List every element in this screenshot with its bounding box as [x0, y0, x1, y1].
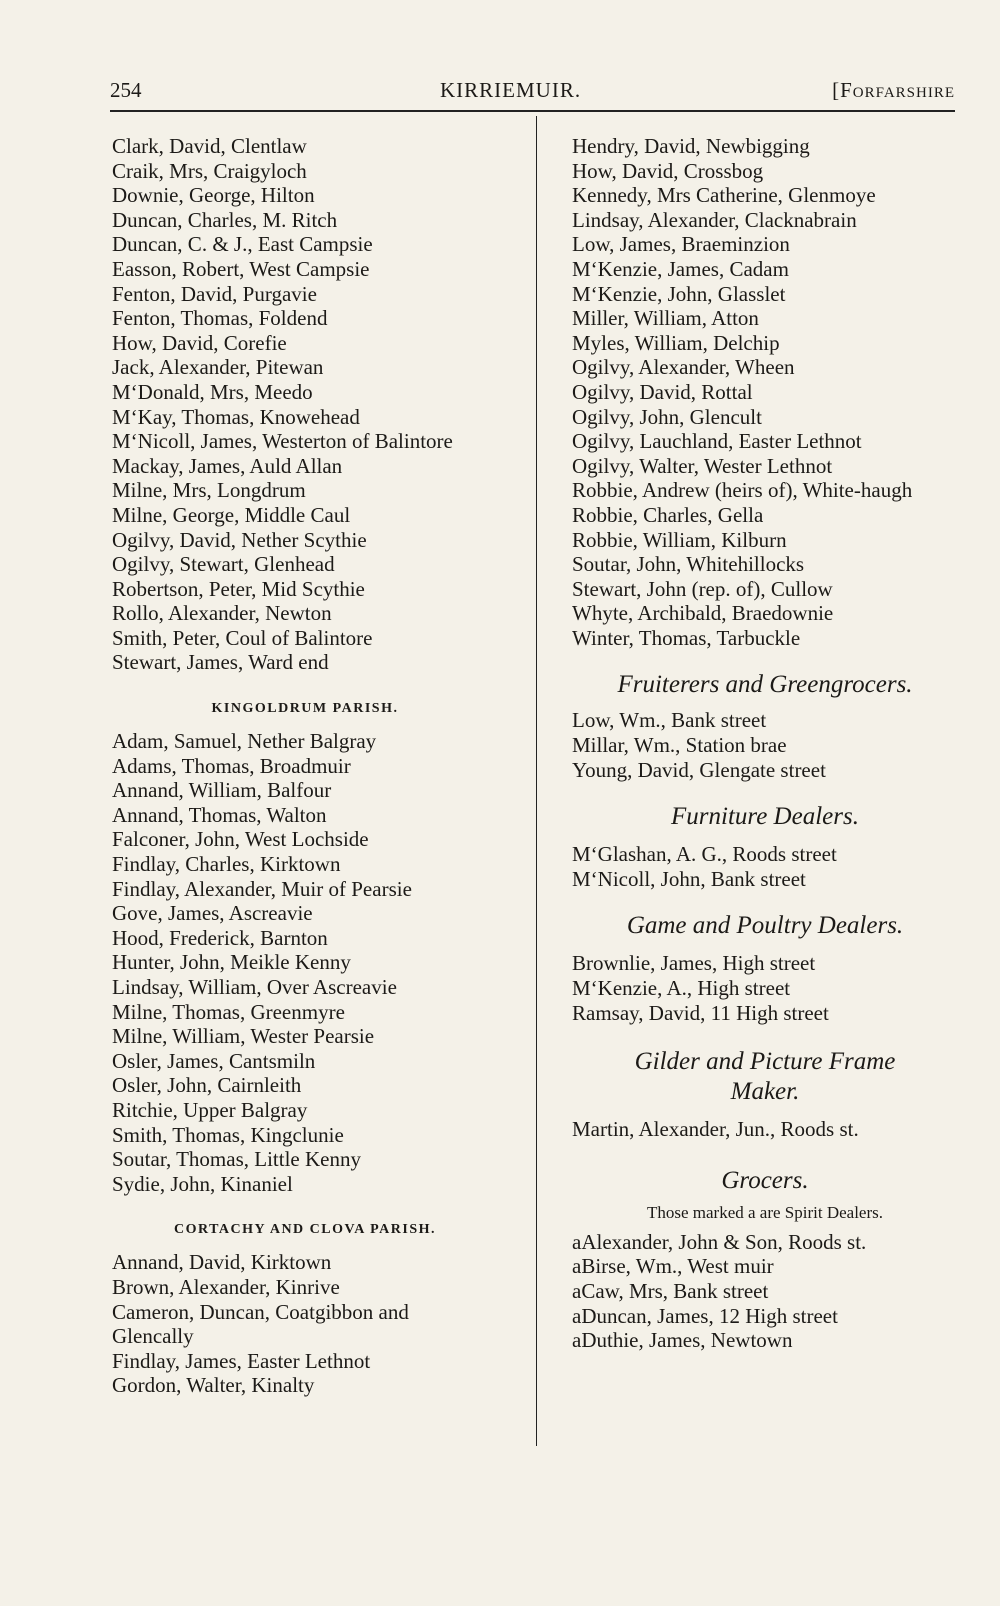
- directory-entry: How, David, Crossbog: [572, 158, 764, 183]
- directory-entry: aBirse, Wm., West muir: [572, 1254, 774, 1279]
- directory-entry: Findlay, James, Easter Lethnot: [112, 1348, 371, 1373]
- directory-entry: Robbie, Charles, Gella: [572, 502, 764, 527]
- directory-entry: Ogilvy, Walter, Wester Lethnot: [572, 453, 833, 478]
- directory-entry: Ogilvy, Alexander, Wheen: [572, 355, 795, 380]
- left-entries-top: [112, 134, 498, 675]
- directory-entry: Annand, William, Balfour: [112, 778, 332, 803]
- page-number: 254: [110, 78, 142, 102]
- furniture-entries: [572, 842, 958, 891]
- directory-entry: Lindsay, William, Over Ascreavie: [112, 975, 397, 999]
- parish-heading: KINGOLDRUM PARISH.: [211, 701, 399, 717]
- directory-entry: Annand, David, Kirktown: [112, 1250, 332, 1275]
- directory-entry: Stewart, James, Ward end: [112, 650, 329, 675]
- directory-entry: M‘Donald, Mrs, Meedo: [112, 379, 313, 404]
- directory-entry: Cameron, Duncan, Coatgibbon and Glencally: [112, 1299, 409, 1349]
- directory-entry: Hunter, John, Meikle Kenny: [112, 950, 351, 975]
- directory-entry: Ogilvy, Lauchland, Easter Lethnot: [572, 429, 862, 454]
- directory-entry: Downie, George, Hilton: [112, 183, 315, 208]
- section-heading: Grocers.: [721, 1166, 809, 1194]
- cortachy-entries: [112, 1250, 498, 1398]
- directory-entry: aCaw, Mrs, Bank street: [572, 1279, 769, 1303]
- directory-entry: Gordon, Walter, Kinalty: [112, 1373, 315, 1398]
- header-rule: [110, 110, 955, 112]
- directory-entry: Falconer, John, West Lochside: [112, 827, 369, 852]
- directory-entry: Low, Wm., Bank street: [572, 708, 767, 733]
- directory-entry: Adams, Thomas, Broadmuir: [112, 753, 351, 778]
- directory-entry: Duncan, Charles, M. Ritch: [112, 207, 338, 232]
- right-entries-top: [572, 134, 958, 650]
- directory-entry: Ogilvy, David, Nether Scythie: [112, 527, 367, 552]
- directory-entry: Gove, James, Ascreavie: [112, 901, 313, 926]
- directory-entry: Milne, Mrs, Longdrum: [112, 478, 306, 503]
- directory-entry: Milne, Thomas, Greenmyre: [112, 999, 345, 1024]
- directory-entry: Ritchie, Upper Balgray: [112, 1097, 308, 1122]
- directory-entry: Jack, Alexander, Pitewan: [112, 355, 324, 380]
- directory-entry: Findlay, Charles, Kirktown: [112, 852, 341, 877]
- section-heading: Gilder and Picture Frame: [634, 1048, 896, 1076]
- gilder-entries: [572, 1117, 958, 1142]
- section-heading: Fruiterers and Greengrocers.: [617, 671, 913, 699]
- directory-entry: Ramsay, David, 11 High street: [572, 1000, 829, 1025]
- directory-entry: Millar, Wm., Station brae: [572, 733, 787, 758]
- directory-entry: Mackay, James, Auld Allan: [112, 453, 343, 478]
- directory-entry: M‘Glashan, A. G., Roods street: [572, 842, 837, 867]
- directory-entry: Ogilvy, John, Glencult: [572, 404, 762, 429]
- parish-heading: CORTACHY AND CLOVA PARISH.: [173, 1222, 436, 1238]
- directory-entry: Martin, Alexander, Jun., Roods st.: [572, 1117, 859, 1142]
- directory-entry: Milne, George, Middle Caul: [112, 502, 351, 527]
- section-heading-cont: Maker.: [730, 1078, 800, 1106]
- directory-entry: Findlay, Alexander, Muir of Pearsie: [112, 876, 412, 901]
- directory-entry: Craik, Mrs, Craigyloch: [112, 158, 307, 183]
- section-heading: Furniture Dealers.: [671, 803, 859, 831]
- directory-entry: Lindsay, Alexander, Clacknabrain: [572, 207, 857, 232]
- directory-entry: Annand, Thomas, Walton: [112, 802, 327, 827]
- directory-entry: M‘Kenzie, John, Glasslet: [572, 281, 786, 306]
- section-note: Those marked a are Spirit Dealers.: [646, 1202, 884, 1222]
- fruiterers-entries: [572, 708, 958, 782]
- directory-entry: Robbie, William, Kilburn: [572, 527, 787, 552]
- directory-entry: aDuncan, James, 12 High street: [572, 1303, 838, 1328]
- directory-entry: Robbie, Andrew (heirs of), White-haugh: [572, 478, 913, 503]
- directory-entry: Young, David, Glengate street: [572, 757, 826, 782]
- grocers-entries: [572, 1230, 958, 1353]
- directory-entry: Ogilvy, Stewart, Glenhead: [112, 552, 335, 577]
- directory-entry: Adam, Samuel, Nether Balgray: [112, 729, 377, 754]
- directory-entry: aAlexander, John & Son, Roods st.: [572, 1229, 867, 1254]
- right-column: [572, 134, 958, 1353]
- directory-entry: M‘Nicoll, James, Westerton of Balintore: [112, 429, 453, 454]
- directory-entry: How, David, Corefie: [112, 330, 287, 355]
- directory-entry: Clark, David, Clentlaw: [112, 134, 307, 158]
- game-entries: [572, 951, 958, 1025]
- directory-entry: Myles, William, Delchip: [572, 330, 780, 355]
- directory-entry: Smith, Thomas, Kingclunie: [112, 1122, 344, 1147]
- directory-entry: Easson, Robert, West Campsie: [112, 256, 370, 281]
- directory-entry: Rollo, Alexander, Newton: [112, 601, 332, 626]
- directory-entry: Kennedy, Mrs Catherine, Glenmoye: [572, 183, 876, 208]
- directory-entry: Brown, Alexander, Kinrive: [112, 1274, 340, 1299]
- directory-entry: Osler, John, Cairnleith: [112, 1073, 302, 1098]
- directory-entry: Milne, William, Wester Pearsie: [112, 1024, 375, 1049]
- directory-entry: M‘Kenzie, James, Cadam: [572, 256, 789, 281]
- directory-entry: M‘Kenzie, A., High street: [572, 976, 791, 1001]
- directory-entry: Hood, Frederick, Barnton: [112, 925, 328, 950]
- directory-entry: Soutar, Thomas, Little Kenny: [112, 1147, 361, 1172]
- directory-entry: Smith, Peter, Coul of Balintore: [112, 625, 373, 650]
- section-heading: Game and Poultry Dealers.: [626, 912, 904, 940]
- directory-entry: Miller, William, Atton: [572, 306, 759, 331]
- directory-entry: Ogilvy, David, Rottal: [572, 379, 753, 404]
- page-title: KIRRIEMUIR.: [440, 78, 582, 102]
- directory-entry: Hendry, David, Newbigging: [572, 134, 810, 158]
- directory-entry: Robertson, Peter, Mid Scythie: [112, 576, 365, 601]
- directory-entry: Brownlie, James, High street: [572, 951, 816, 976]
- kingoldrum-entries: [112, 729, 498, 1196]
- directory-entry: M‘Nicoll, John, Bank street: [572, 866, 806, 891]
- directory-entry: Fenton, Thomas, Foldend: [112, 306, 328, 331]
- left-column: [112, 134, 498, 1398]
- directory-entry: Fenton, David, Purgavie: [112, 281, 317, 306]
- directory-entry: Winter, Thomas, Tarbuckle: [572, 625, 801, 650]
- directory-entry: M‘Kay, Thomas, Knowehead: [112, 404, 360, 429]
- page-header: [110, 78, 955, 108]
- county-label: [Forfarshire: [832, 78, 955, 102]
- directory-entry: Low, James, Braeminzion: [572, 232, 790, 257]
- directory-entry: aDuthie, James, Newtown: [572, 1328, 793, 1353]
- directory-entry: Duncan, C. & J., East Campsie: [112, 232, 373, 257]
- directory-entry: Osler, James, Cantsmiln: [112, 1048, 316, 1073]
- directory-entry: Soutar, John, Whitehillocks: [572, 552, 805, 577]
- directory-entry: Stewart, John (rep. of), Cullow: [572, 576, 833, 601]
- directory-entry: Whyte, Archibald, Braedownie: [572, 601, 834, 626]
- column-divider: [536, 116, 537, 1446]
- directory-entry: Sydie, John, Kinaniel: [112, 1171, 293, 1196]
